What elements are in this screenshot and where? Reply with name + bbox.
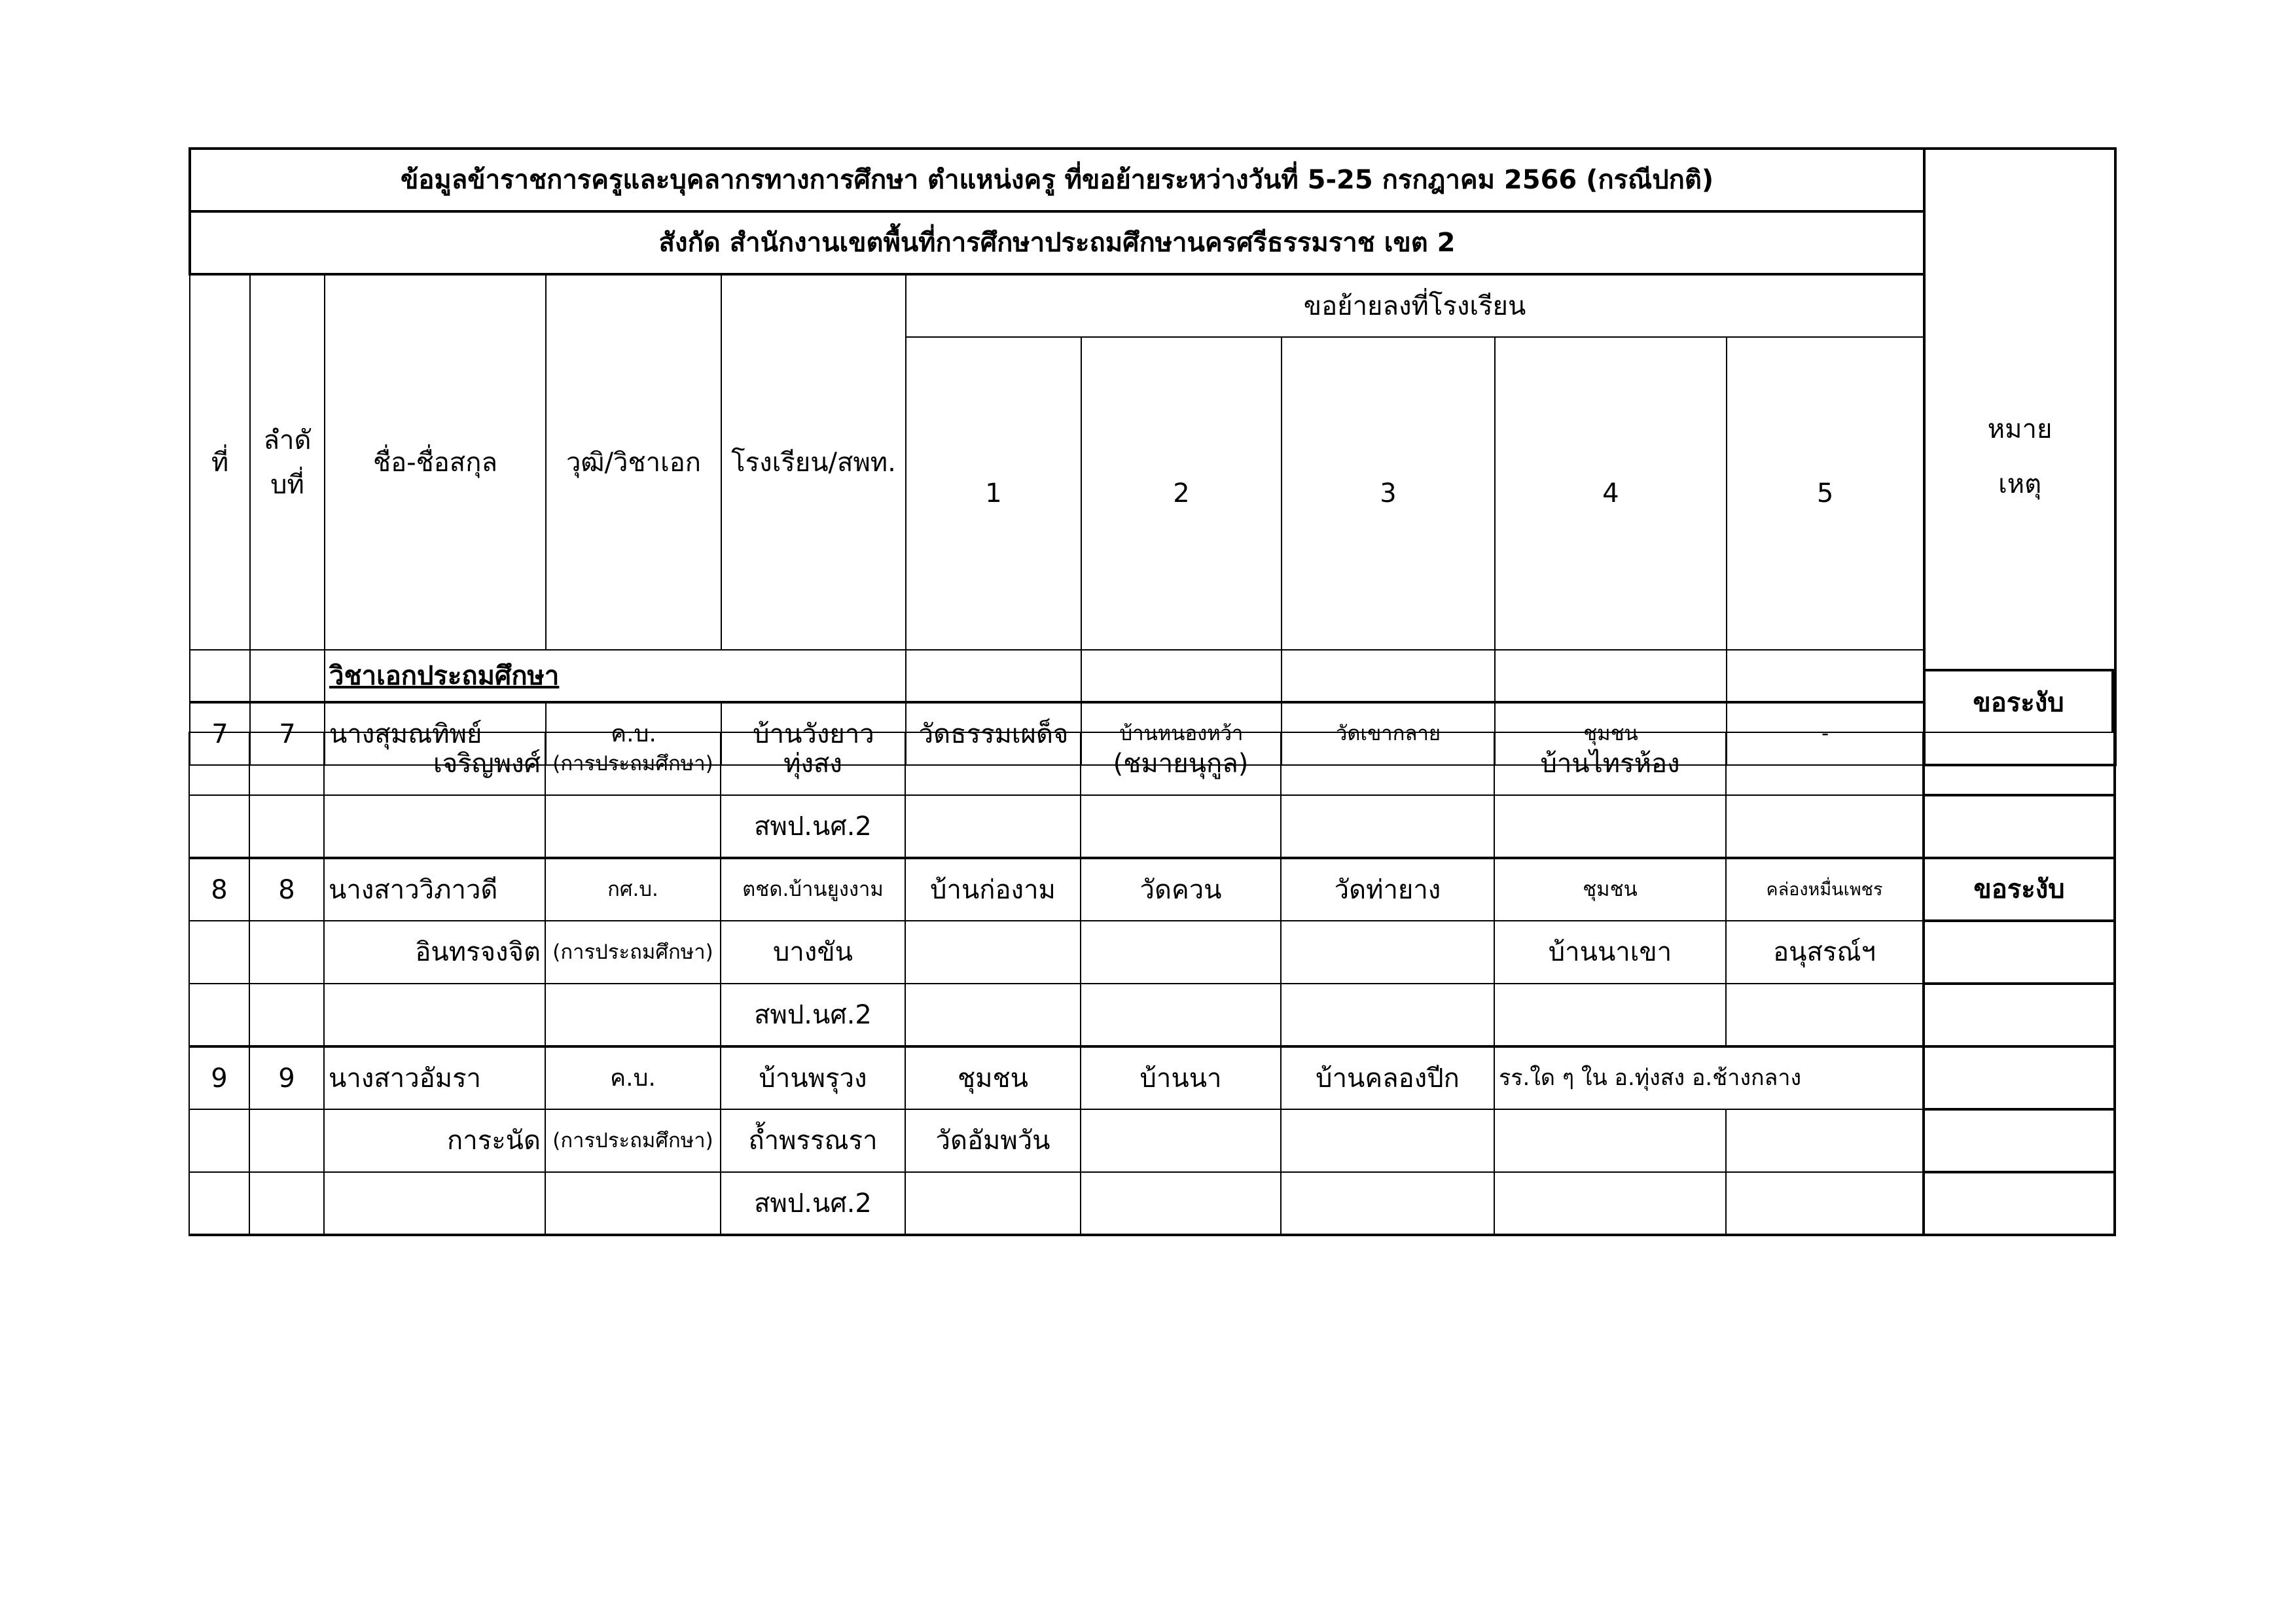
remark-header-line1: หมาย: [1987, 414, 2053, 444]
record-remark: [1924, 1046, 2115, 1109]
header-choice-1: 1: [906, 337, 1081, 650]
record-order: 9: [249, 1046, 324, 1109]
record-school: บ้านพรุวง: [721, 1046, 905, 1109]
table-row: [189, 858, 2115, 921]
header-degree: วุฒิ/วิชาเอก: [546, 274, 721, 650]
record-last-name: เจริญพงศ์: [324, 732, 545, 795]
record-major: (การประถมศึกษา): [545, 1109, 721, 1172]
record-school: ตชด.บ้านยูงงาม: [721, 858, 905, 921]
record-degree: ค.บ.: [545, 1046, 721, 1109]
header-choice-5: 5: [1727, 337, 1924, 650]
transfer-request-table: [188, 147, 2117, 766]
record-degree: กศ.บ.: [545, 858, 721, 921]
record-choice-1: บ้านก่องาม: [905, 858, 1081, 921]
table-row: [189, 1172, 2115, 1235]
record-choice-1-line2: [905, 921, 1081, 984]
record-choice-4: ชุมชน: [1495, 702, 1727, 765]
record-office: สพป.นศ.2: [721, 795, 905, 858]
section-label: วิชาเอกประถมศึกษา: [325, 650, 906, 702]
record-remark: [1924, 732, 2115, 795]
table-row: [189, 1109, 2115, 1172]
record-choice-1: ชุมชน: [905, 1046, 1081, 1109]
table-row: [189, 732, 2115, 795]
record-choice-3-line2: [1281, 921, 1494, 984]
document-subtitle: สังกัด สำนักงานเขตพื้นที่การศึกษาประถมศึกษานครศรีธรรมราช เขต 2: [190, 211, 1924, 274]
record-choice-4-5: รร.ใด ๆ ใน อ.ทุ่งสง อ.ช้างกลาง: [1494, 1046, 1924, 1109]
record-first-name: นางสาววิภาวดี: [324, 858, 545, 921]
document-title: ข้อมูลข้าราชการครูและบุคลากรทางการศึกษา ตำแหน่งครู ที่ขอย้ายระหว่างวันที่ 5-25 กรกฎาคม 2566 (กรณีปกติ): [190, 149, 1924, 211]
header-choice-4: 4: [1495, 337, 1727, 650]
record-major: (การประถมศึกษา): [545, 732, 721, 795]
record-last-name: การะนัด: [324, 1109, 545, 1172]
record-choice-2: วัดควน: [1081, 858, 1281, 921]
record-remark: ขอระงับ: [1924, 858, 2115, 921]
table-row: [189, 1046, 2115, 1109]
record-no: 7: [190, 702, 250, 765]
record-degree: ค.บ.: [546, 702, 721, 765]
record-choice-4: ชุมชน: [1494, 858, 1726, 921]
header-name: ชื่อ-ชื่อสกุล: [325, 274, 546, 650]
header-order: [250, 274, 325, 650]
record-choice-2-line2: (ชมายนุกูล): [1081, 732, 1281, 795]
record-7-remark: ขอระงับ: [1923, 669, 2114, 732]
table-row: [189, 984, 2115, 1046]
record-district: บางขัน: [721, 921, 905, 984]
header-no: ที่: [190, 274, 250, 650]
record-choice-1-line2: [905, 732, 1081, 795]
table-row: [189, 795, 2115, 858]
record-choice-5-line2: [1726, 732, 1924, 795]
record-school: บ้านวังยาว: [721, 702, 906, 765]
record-choice-3: วัดท่ายาง: [1281, 858, 1494, 921]
header-request-group: ขอย้ายลงที่โรงเรียน: [906, 274, 1924, 337]
record-choice-2: บ้านนา: [1081, 1046, 1281, 1109]
record-choice-4-line2: บ้านนาเขา: [1494, 921, 1726, 984]
record-first-name: นางสาวอัมรา: [324, 1046, 545, 1109]
record-choice-2: บ้านหนองหว้า: [1081, 702, 1282, 765]
record-choice-3: บ้านคลองปีก: [1281, 1046, 1494, 1109]
record-choice-4-line2: บ้านไทรห้อง: [1494, 732, 1726, 795]
record-district: ถ้ำพรรณรา: [721, 1109, 905, 1172]
record-choice-5: คล่องหมื่นเพชร: [1726, 858, 1924, 921]
record-choice-5: -: [1727, 702, 1924, 765]
record-choice-1: วัดธรรมเผด็จ: [906, 702, 1081, 765]
record-choice-3-line2: [1281, 732, 1494, 795]
record-choice-5-line2: อนุสรณ์ฯ: [1726, 921, 1924, 984]
header-choice-2: 2: [1081, 337, 1282, 650]
header-school: โรงเรียน/สพท.: [721, 274, 906, 650]
remark-header-line2: เหตุ: [1998, 469, 2042, 499]
header-order-line1: ลำดั: [263, 425, 312, 455]
record-major: (การประถมศึกษา): [545, 921, 721, 984]
table-row: [189, 921, 2115, 984]
record-choice-3: วัดเขากลาย: [1282, 702, 1495, 765]
transfer-request-table-body: [188, 732, 2116, 1236]
record-last-name: อินทรจงจิต: [324, 921, 545, 984]
header-order-line2: บที่: [270, 469, 304, 500]
record-no: 8: [189, 858, 249, 921]
record-first-name: นางสุมณทิพย์: [325, 702, 546, 765]
record-order: 8: [249, 858, 324, 921]
record-choice-2-line2: [1081, 921, 1281, 984]
record-order: 7: [250, 702, 325, 765]
header-choice-3: 3: [1282, 337, 1495, 650]
record-choice-1-line2: วัดอัมพวัน: [905, 1109, 1081, 1172]
record-office: สพป.นศ.2: [721, 1172, 905, 1235]
record-office: สพป.นศ.2: [721, 984, 905, 1046]
record-district: ทุ่งสง: [721, 732, 905, 795]
record-no: 9: [189, 1046, 249, 1109]
